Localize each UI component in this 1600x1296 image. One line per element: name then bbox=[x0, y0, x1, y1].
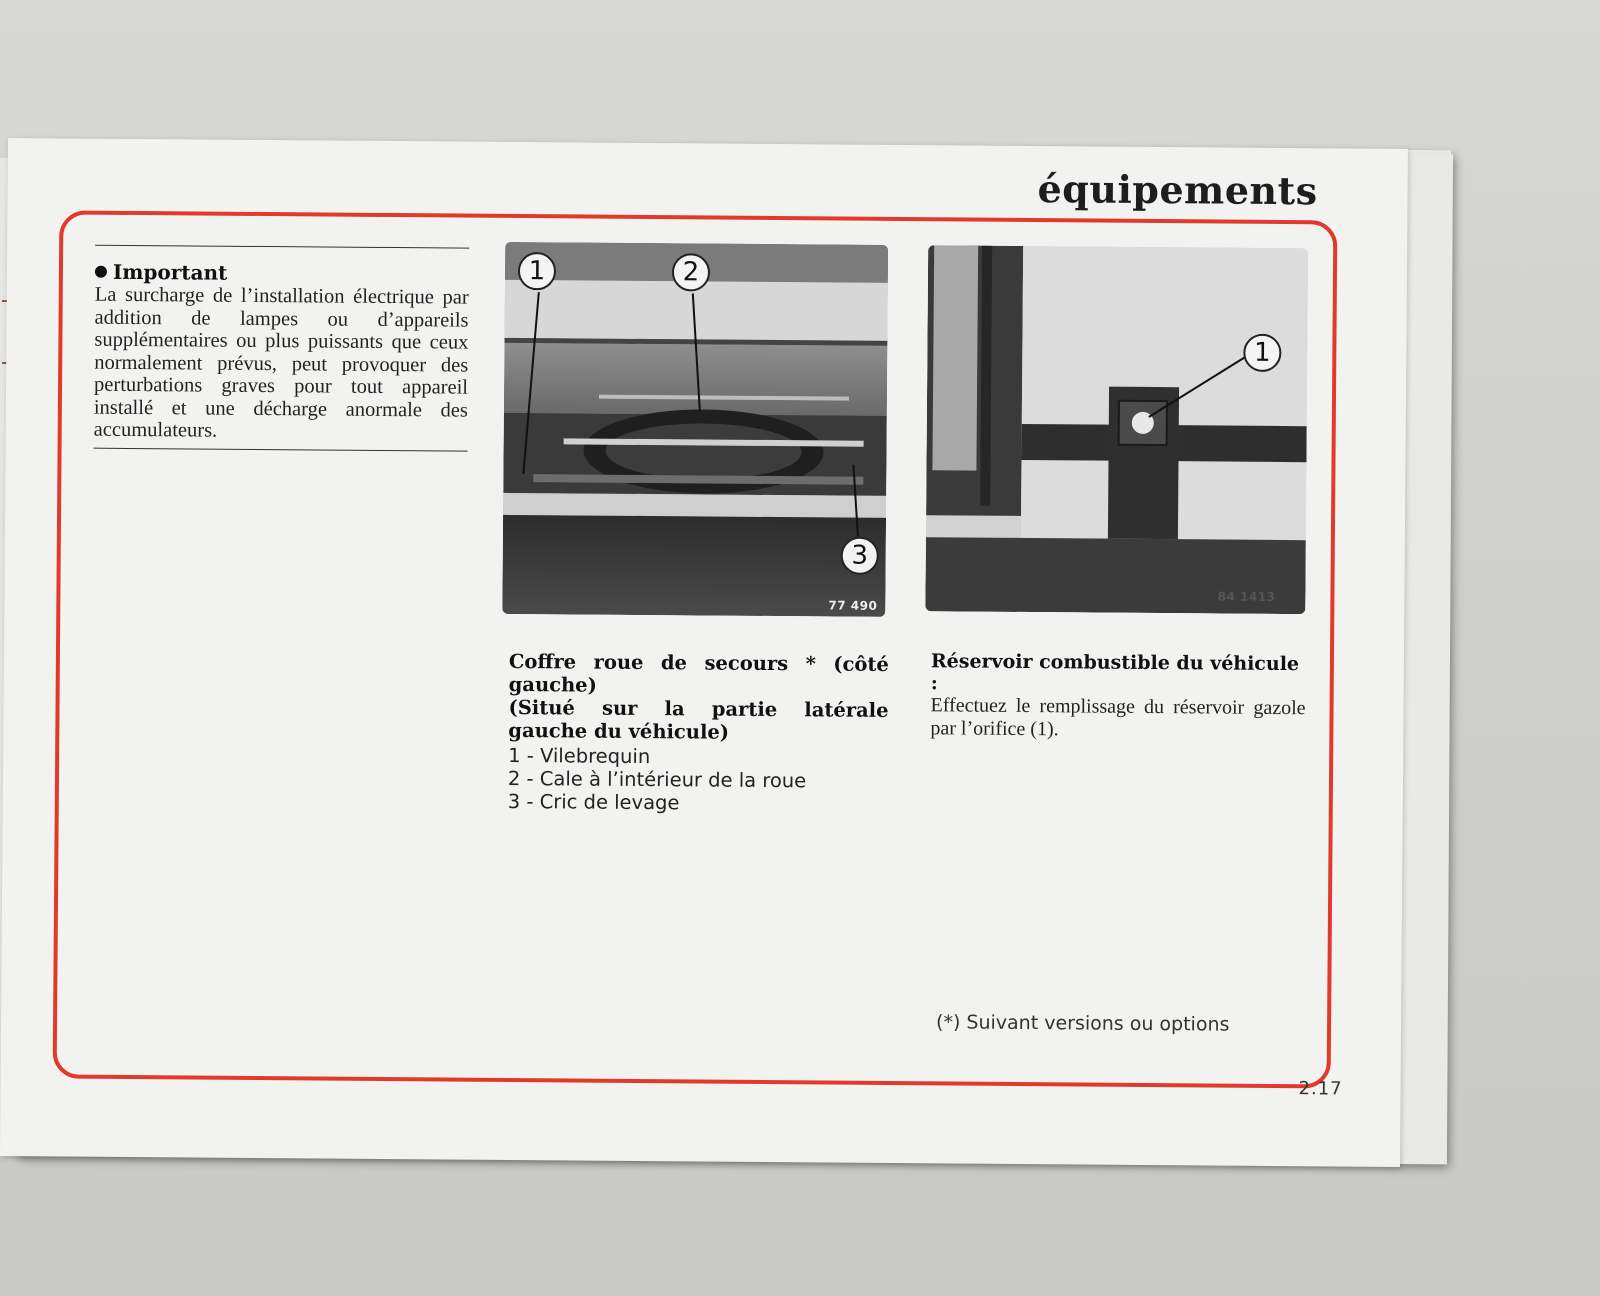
list-item: 2 - Cale à l’intérieur de la roue bbox=[507, 766, 807, 793]
callout-fuel-1: 1 bbox=[1243, 334, 1281, 372]
spare-wheel-photo bbox=[502, 242, 888, 617]
important-notice bbox=[94, 245, 470, 451]
important-heading bbox=[95, 260, 469, 287]
spare-wheel-caption-subtitle: (Situé sur la partie latérale gauche du véhicule) bbox=[508, 695, 889, 744]
fuel-tank-photo bbox=[925, 245, 1308, 614]
page-number: 2.17 bbox=[1298, 1078, 1343, 1100]
list-item: 3 - Cric de levage bbox=[507, 789, 680, 815]
spare-wheel-item-list bbox=[508, 744, 889, 816]
callout-1: 1 bbox=[518, 252, 556, 290]
list-item: 1 - Vilebrequin bbox=[508, 743, 651, 769]
important-title-text: Important bbox=[112, 259, 228, 285]
spare-wheel-caption bbox=[508, 650, 889, 816]
callout-3: 3 bbox=[841, 537, 879, 575]
callout-2: 2 bbox=[672, 253, 710, 291]
spare-wheel-illustration bbox=[502, 242, 888, 617]
fuel-tank-caption bbox=[930, 650, 1306, 742]
fuel-tank-caption-title: Réservoir combustible du véhicule : bbox=[930, 650, 1300, 695]
fuel-tank-illustration bbox=[925, 245, 1308, 614]
photo-reference-number: 77 490 bbox=[828, 598, 878, 613]
footnote: (*) Suivant versions ou options bbox=[935, 1011, 1230, 1036]
fuel-tank-caption-text: Effectuez le remplissage du réservoir gazole par l’orifice (1). bbox=[930, 694, 1306, 740]
spare-wheel-caption-title: Coffre roue de secours * (côté gauche) bbox=[508, 649, 889, 697]
section-title: équipements bbox=[1037, 166, 1318, 214]
photo-reference-number-right: 84 1413 bbox=[1217, 589, 1276, 604]
important-body: La surcharge de l’installation électrique par addition de lampes ou d’appareils supplémentaires ou plus puissants que ceux normalement prévus, peut provoquer des perturbations graves pour tout appareil installé et une décharge anormale des accumulateurs. bbox=[93, 283, 469, 442]
manual-page bbox=[0, 138, 1408, 1167]
bullet-icon bbox=[95, 266, 107, 278]
